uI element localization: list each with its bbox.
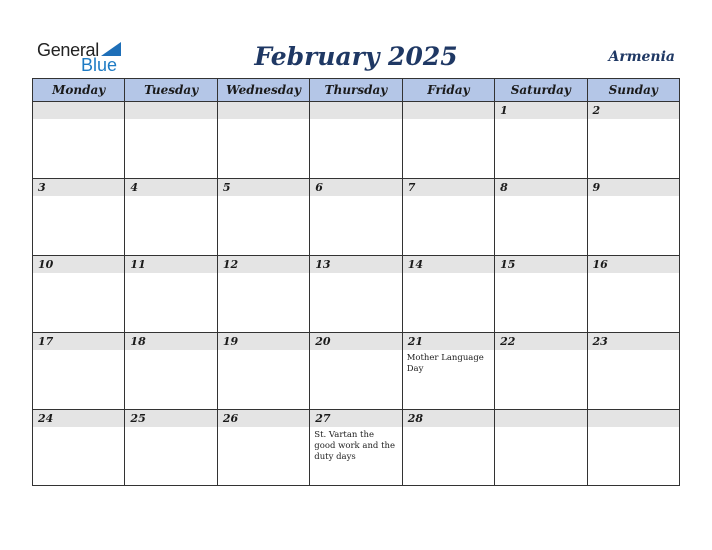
weekday-wednesday: Wednesday — [218, 79, 310, 101]
day-number: 16 — [592, 258, 608, 271]
day-number-band — [33, 179, 124, 196]
day-cell — [403, 102, 495, 178]
day-number: 1 — [500, 104, 508, 117]
day-cell — [310, 179, 402, 255]
day-number: 13 — [315, 258, 331, 271]
day-number-band — [403, 179, 494, 196]
weekday-sunday: Sunday — [608, 83, 658, 97]
day-cell — [588, 333, 679, 409]
day-cell — [125, 333, 217, 409]
day-number: 2 — [592, 104, 601, 117]
day-number: 22 — [500, 335, 516, 348]
day-cell — [588, 256, 679, 332]
weekday-saturday: Saturday — [495, 79, 587, 101]
day-cell — [495, 179, 587, 255]
day-cell — [33, 179, 125, 255]
day-number-band — [495, 410, 586, 427]
day-cell — [495, 102, 587, 178]
holiday-event: Mother Language Day — [406, 353, 484, 374]
day-number: 9 — [592, 181, 601, 194]
weekday-header — [33, 79, 679, 102]
week-row — [33, 410, 679, 486]
day-cell — [403, 333, 495, 409]
day-cell — [495, 256, 587, 332]
day-number: 24 — [38, 412, 54, 425]
day-number: 21 — [407, 335, 423, 348]
day-number-band — [588, 102, 679, 119]
day-number: 19 — [222, 335, 239, 348]
day-number: 3 — [38, 181, 46, 194]
day-number: 26 — [222, 412, 239, 425]
week-row — [33, 333, 679, 410]
day-cell — [218, 102, 310, 178]
day-cell — [403, 256, 495, 332]
calendar-grid — [32, 78, 680, 486]
weekday-monday: Monday — [33, 79, 125, 101]
day-cell — [125, 256, 217, 332]
day-number: 20 — [315, 335, 331, 348]
day-number: 23 — [592, 335, 608, 348]
day-number: 6 — [315, 181, 323, 194]
day-cell — [310, 102, 402, 178]
day-number-band — [495, 102, 586, 119]
day-number-band — [310, 179, 401, 196]
day-cell — [125, 179, 217, 255]
day-cell — [218, 256, 310, 332]
day-number-band — [588, 410, 679, 427]
day-number-band — [218, 179, 309, 196]
day-number-band — [125, 179, 216, 196]
weeks-container — [33, 102, 679, 486]
week-row — [33, 102, 679, 179]
day-number-band — [33, 102, 124, 119]
logo-blue-text: Blue — [81, 55, 118, 75]
calendar-title: February 2025 — [254, 42, 458, 71]
day-cell — [403, 410, 495, 486]
day-number-band — [495, 179, 586, 196]
day-number: 10 — [38, 258, 54, 271]
day-number-band — [403, 102, 494, 119]
holiday-event: St. Vartan the good work and the duty days — [314, 430, 395, 462]
day-number: 8 — [500, 181, 508, 194]
day-cell — [495, 410, 587, 486]
day-number-band — [310, 102, 401, 119]
day-number: 12 — [222, 258, 239, 271]
day-number: 18 — [130, 335, 146, 348]
week-row — [33, 179, 679, 256]
day-cell — [33, 256, 125, 332]
day-cell — [125, 102, 217, 178]
day-cell — [218, 410, 310, 486]
day-number: 14 — [407, 258, 423, 271]
day-number-band — [125, 102, 216, 119]
day-cell — [310, 256, 402, 332]
day-cell — [403, 179, 495, 255]
day-number: 11 — [130, 258, 146, 271]
weekday-tuesday: Tuesday — [125, 79, 217, 101]
weekday-friday: Friday — [403, 79, 495, 101]
week-row — [33, 256, 679, 333]
day-cell — [33, 102, 125, 178]
day-number: 5 — [222, 181, 231, 194]
day-cell — [588, 179, 679, 255]
day-number: 15 — [500, 258, 516, 271]
day-cell — [125, 410, 217, 486]
day-cell — [33, 333, 125, 409]
day-number-band — [588, 179, 679, 196]
day-number-band — [218, 102, 309, 119]
logo-general-text: General — [37, 40, 99, 60]
day-number: 17 — [38, 335, 54, 348]
day-number: 7 — [407, 181, 416, 194]
weekday-thursday: Thursday — [310, 79, 402, 101]
day-cell — [310, 410, 402, 486]
day-number: 4 — [130, 181, 139, 194]
day-cell — [310, 333, 402, 409]
day-number: 28 — [407, 412, 423, 425]
day-number: 27 — [315, 412, 331, 425]
day-cell — [495, 333, 587, 409]
day-cell — [33, 410, 125, 486]
day-cell — [588, 102, 679, 178]
day-cell — [218, 179, 310, 255]
country-label: Armenia — [608, 49, 675, 65]
day-cell — [588, 410, 679, 486]
day-number: 25 — [130, 412, 146, 425]
day-cell — [218, 333, 310, 409]
